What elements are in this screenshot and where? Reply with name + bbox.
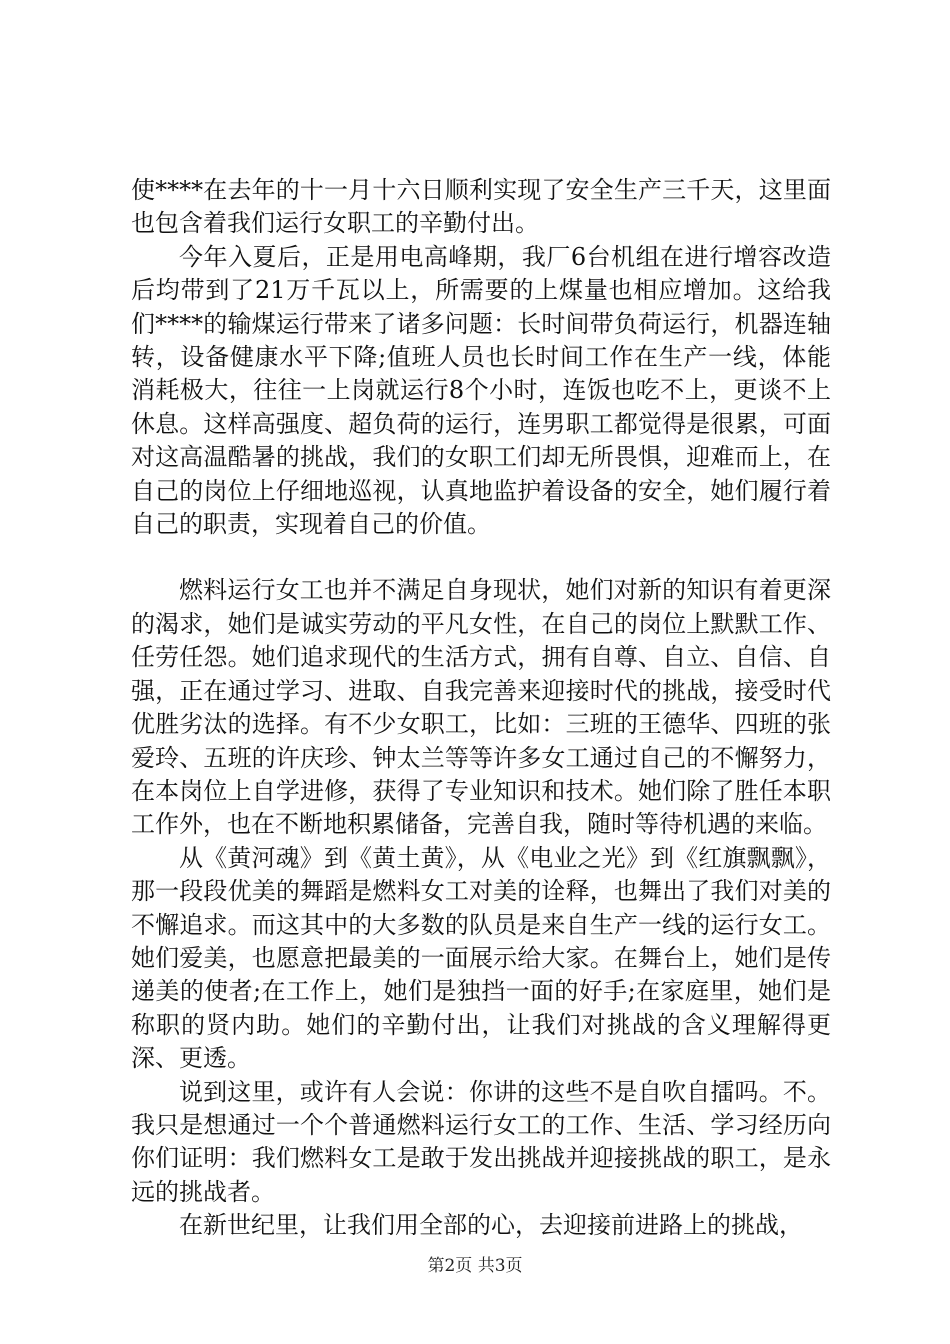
page-number-label: 第2页 共3页: [427, 1256, 523, 1276]
paragraph-3: 燃料运行女工也并不满足自身现状，她们对新的知识有着更深的渴求，她们是诚实劳动的平凡女性，在自己的岗位上默默工作、任劳任怨。她们追求现代的生活方式，拥有自尊、自立、自信、自强，正在通过学习、进取、自我完善来迎接时代的挑战，接受时代优胜劣汰的选择。有不少女职工，比如：三班的王德华、四班的张爱玲、五班的许庆珍、钟太兰等等许多女工通过自己的不懈努力，在本岗位上自学进修，获得了专业知识和技术。她们除了胜任本职工作外，也在不断地积累储备，完善自我，随时等待机遇的来临。: [131, 576, 831, 839]
paragraph-5: 说到这里，或许有人会说：你讲的这些不是自吹自擂吗。不。我只是想通过一个个普通燃料运行女工的工作、生活、学习经历向你们证明：我们燃料女工是敢于发出挑战并迎接挑战的职工，是永远的挑战者。: [131, 1077, 831, 1206]
paragraph-6: 在新世纪里，让我们用全部的心，去迎接前进路上的挑战，: [179, 1211, 803, 1240]
document-body: [131, 174, 831, 1243]
paragraph-2: 今年入夏后，正是用电高峰期，我厂6台机组在进行增容改造后均带到了21万千瓦以上，所需要的上煤量也相应增加。这给我们****的输煤运行带来了诸多问题：长时间带负荷运行，机器连轴转，设备健康水平下降;值班人员也长时间工作在生产一线，体能消耗极大，往往一上岗就运行8个小时，连饭也吃不上，更谈不上休息。这样高强度、超负荷的运行，连男职工都觉得是很累，可面对这高温酷暑的挑战，我们的女职工们却无所畏惧，迎难而上，在自己的岗位上仔细地巡视，认真地监护着设备的安全，她们履行着自己的职责，实现着自己的价值。: [131, 242, 831, 539]
page-footer: [0, 1251, 950, 1276]
paragraph-4: 从《黄河魂》到《黄土黄》，从《电业之光》到《红旗飘飘》，那一段段优美的舞蹈是燃料女工对美的诠释，也舞出了我们对美的不懈追求。而这其中的大多数的队员是来自生产一线的运行女工。她们爱美，也愿意把最美的一面展示给大家。在舞台上，她们是传递美的使者;在工作上，她们是独挡一面的好手;在家庭里，她们是称职的贤内助。她们的辛勤付出，让我们对挑战的含义理解得更深、更透。: [131, 843, 831, 1073]
paragraph-1: 使****在去年的十一月十六日顺利实现了安全生产三千天，这里面也包含着我们运行女职工的辛勤付出。: [131, 176, 831, 238]
